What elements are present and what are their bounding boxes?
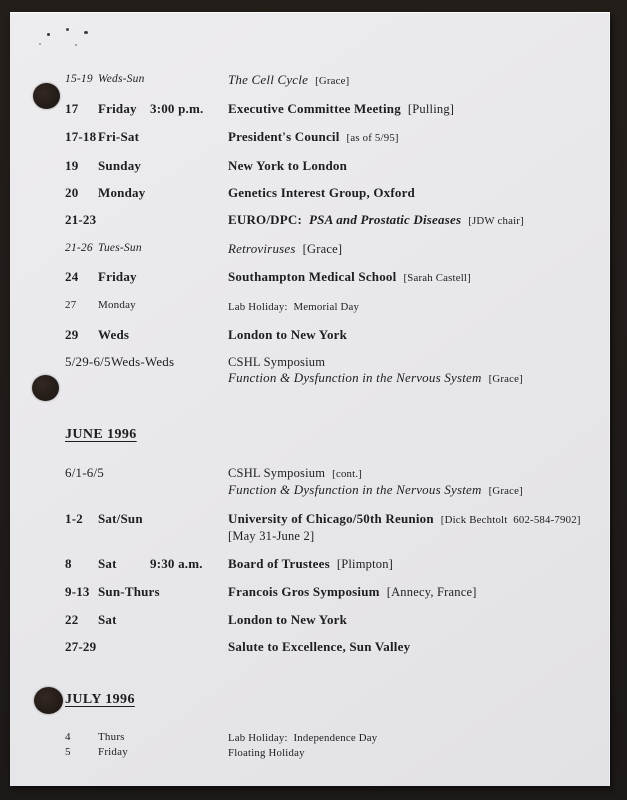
scan-speck bbox=[66, 28, 69, 31]
schedule-row bbox=[10, 745, 610, 760]
event-cell bbox=[228, 511, 610, 544]
scan-speck bbox=[39, 43, 41, 45]
event-cell bbox=[228, 745, 610, 760]
schedule-row bbox=[10, 354, 610, 387]
schedule-row bbox=[10, 612, 610, 627]
date-cell: 20 bbox=[65, 185, 79, 200]
day-cell: Weds-Sun bbox=[98, 73, 145, 85]
day-cell: Sat bbox=[98, 556, 117, 571]
text-segment: [Grace] bbox=[488, 373, 523, 385]
date-cell: 17 bbox=[65, 101, 79, 116]
date-cell: 24 bbox=[65, 269, 79, 284]
date-cell: 5/29-6/5 bbox=[65, 354, 111, 369]
text-segment: Lab Holiday: Memorial Day bbox=[228, 301, 360, 313]
text-segment: [cont.] bbox=[332, 468, 363, 480]
schedule-row bbox=[10, 72, 610, 89]
text-segment: CSHL Symposium bbox=[228, 466, 326, 480]
text-segment: The Cell Cycle bbox=[228, 72, 309, 87]
schedule-row bbox=[10, 327, 610, 342]
text-segment: Board of Trustees bbox=[228, 556, 330, 571]
section-heading: JUNE 1996 bbox=[65, 427, 137, 442]
schedule-section bbox=[10, 692, 610, 760]
event-line bbox=[228, 158, 610, 173]
text-segment: Executive Committee Meeting bbox=[228, 101, 401, 116]
event-cell bbox=[228, 72, 610, 89]
date-cell: 9-13 bbox=[65, 584, 90, 599]
section-heading: JULY 1996 bbox=[65, 692, 135, 707]
text-segment: Lab Holiday: Independence Day bbox=[228, 732, 378, 744]
schedule-section bbox=[10, 72, 610, 387]
date-cell: 5 bbox=[65, 746, 71, 758]
time-cell: 3:00 p.m. bbox=[150, 101, 204, 116]
date-cell: 19 bbox=[65, 158, 79, 173]
event-line bbox=[228, 241, 610, 257]
day-cell: Tues-Sun bbox=[98, 242, 142, 254]
text-segment: Salute to Excellence, Sun Valley bbox=[228, 639, 411, 654]
event-cell bbox=[228, 327, 610, 342]
day-cell: Monday bbox=[98, 185, 146, 200]
event-cell bbox=[228, 612, 610, 627]
day-cell: Friday bbox=[98, 101, 137, 116]
schedule-row bbox=[10, 584, 610, 600]
day-cell: Sat bbox=[98, 612, 117, 627]
date-cell: 17-18 bbox=[65, 129, 97, 144]
date-cell: 27-29 bbox=[65, 639, 97, 654]
event-cell bbox=[228, 354, 610, 387]
text-segment: Francois Gros Symposium bbox=[228, 584, 380, 599]
text-segment: [Sarah Castell] bbox=[403, 272, 471, 284]
schedule-row bbox=[10, 129, 610, 146]
schedule-row bbox=[10, 730, 610, 745]
event-cell bbox=[228, 269, 610, 286]
day-cell: Sun-Thurs bbox=[98, 584, 160, 599]
day-cell: Monday bbox=[98, 299, 136, 311]
schedule-row bbox=[10, 556, 610, 572]
scan-speck bbox=[47, 33, 50, 36]
day-cell: Thurs bbox=[98, 731, 125, 743]
scan-speck bbox=[75, 44, 77, 46]
text-segment: Retroviruses bbox=[228, 241, 296, 256]
event-line bbox=[228, 639, 610, 654]
text-segment: EURO/DPC: bbox=[228, 212, 303, 227]
day-cell: Weds-Weds bbox=[111, 354, 175, 369]
text-segment: Genetics Interest Group, Oxford bbox=[228, 185, 415, 200]
event-cell bbox=[228, 298, 610, 315]
event-cell bbox=[228, 639, 610, 654]
text-segment: [Annecy, France] bbox=[386, 585, 477, 599]
event-line bbox=[228, 465, 610, 482]
event-cell bbox=[228, 101, 610, 117]
day-cell: Sunday bbox=[98, 158, 142, 173]
document-page bbox=[10, 12, 610, 786]
text-segment: PSA and Prostatic Diseases bbox=[309, 212, 462, 227]
text-segment: Floating Holiday bbox=[228, 747, 305, 759]
event-line bbox=[228, 528, 610, 544]
event-line bbox=[228, 298, 610, 315]
schedule-content bbox=[10, 72, 610, 760]
date-cell: 15-19 bbox=[65, 73, 93, 85]
date-cell: 21-26 bbox=[65, 242, 93, 254]
date-cell: 1-2 bbox=[65, 511, 83, 526]
text-segment: London to New York bbox=[228, 327, 348, 342]
schedule-row bbox=[10, 298, 610, 315]
schedule-row bbox=[10, 269, 610, 286]
text-segment: Function & Dysfunction in the Nervous System bbox=[228, 482, 482, 497]
event-cell bbox=[228, 465, 610, 499]
event-line bbox=[228, 730, 610, 745]
event-line bbox=[228, 101, 610, 117]
event-line bbox=[228, 72, 610, 89]
event-line bbox=[228, 129, 610, 146]
schedule-row bbox=[10, 185, 610, 200]
date-cell: 8 bbox=[65, 556, 72, 571]
event-cell bbox=[228, 556, 610, 572]
text-segment: [Grace] bbox=[488, 485, 523, 497]
event-cell bbox=[228, 730, 610, 745]
text-segment: President's Council bbox=[228, 129, 340, 144]
event-cell bbox=[228, 584, 610, 600]
event-line bbox=[228, 370, 610, 387]
time-cell: 9:30 a.m. bbox=[150, 556, 203, 571]
schedule-row bbox=[10, 639, 610, 654]
event-line bbox=[228, 482, 610, 499]
schedule-row bbox=[10, 465, 610, 499]
text-segment: [Grace] bbox=[302, 242, 343, 256]
event-line bbox=[228, 745, 610, 760]
schedule-section bbox=[10, 427, 610, 654]
date-cell: 29 bbox=[65, 327, 79, 342]
event-line bbox=[228, 556, 610, 572]
date-cell: 21-23 bbox=[65, 212, 97, 227]
day-cell: Friday bbox=[98, 269, 137, 284]
schedule-row bbox=[10, 158, 610, 173]
text-segment: [as of 5/95] bbox=[346, 132, 399, 144]
day-cell: Friday bbox=[98, 746, 128, 758]
text-segment: Southampton Medical School bbox=[228, 269, 397, 284]
scan-speck bbox=[84, 31, 88, 34]
day-cell: Fri-Sat bbox=[98, 129, 140, 144]
schedule-row bbox=[10, 241, 610, 257]
event-cell bbox=[228, 129, 610, 146]
day-cell: Sat/Sun bbox=[98, 511, 143, 526]
event-cell bbox=[228, 158, 610, 173]
event-line bbox=[228, 511, 610, 528]
event-line bbox=[228, 612, 610, 627]
event-line bbox=[228, 584, 610, 600]
schedule-row bbox=[10, 212, 610, 229]
event-cell bbox=[228, 212, 610, 229]
day-cell: Weds bbox=[98, 327, 130, 342]
schedule-row bbox=[10, 511, 610, 544]
text-segment: [Dick Bechtolt 602-584-7902] bbox=[440, 514, 581, 526]
event-line bbox=[228, 327, 610, 342]
text-segment: Function & Dysfunction in the Nervous System bbox=[228, 370, 482, 385]
schedule-row bbox=[10, 101, 610, 117]
event-cell bbox=[228, 185, 610, 200]
text-segment: CSHL Symposium bbox=[228, 355, 326, 369]
text-segment: University of Chicago/50th Reunion bbox=[228, 511, 434, 526]
text-segment: [Pulling] bbox=[407, 102, 455, 116]
event-cell bbox=[228, 241, 610, 257]
text-segment: [Grace] bbox=[315, 75, 350, 87]
date-cell: 22 bbox=[65, 612, 79, 627]
date-cell: 4 bbox=[65, 731, 71, 743]
text-segment: [JDW chair] bbox=[468, 215, 524, 227]
text-segment: London to New York bbox=[228, 612, 348, 627]
event-line bbox=[228, 269, 610, 286]
text-segment: [Plimpton] bbox=[336, 557, 394, 571]
text-segment: New York to London bbox=[228, 158, 348, 173]
event-line bbox=[228, 185, 610, 200]
date-cell: 6/1-6/5 bbox=[65, 465, 104, 480]
text-segment: [May 31-June 2] bbox=[228, 529, 315, 543]
event-line bbox=[228, 212, 610, 229]
event-line bbox=[228, 354, 610, 370]
date-cell: 27 bbox=[65, 299, 77, 311]
